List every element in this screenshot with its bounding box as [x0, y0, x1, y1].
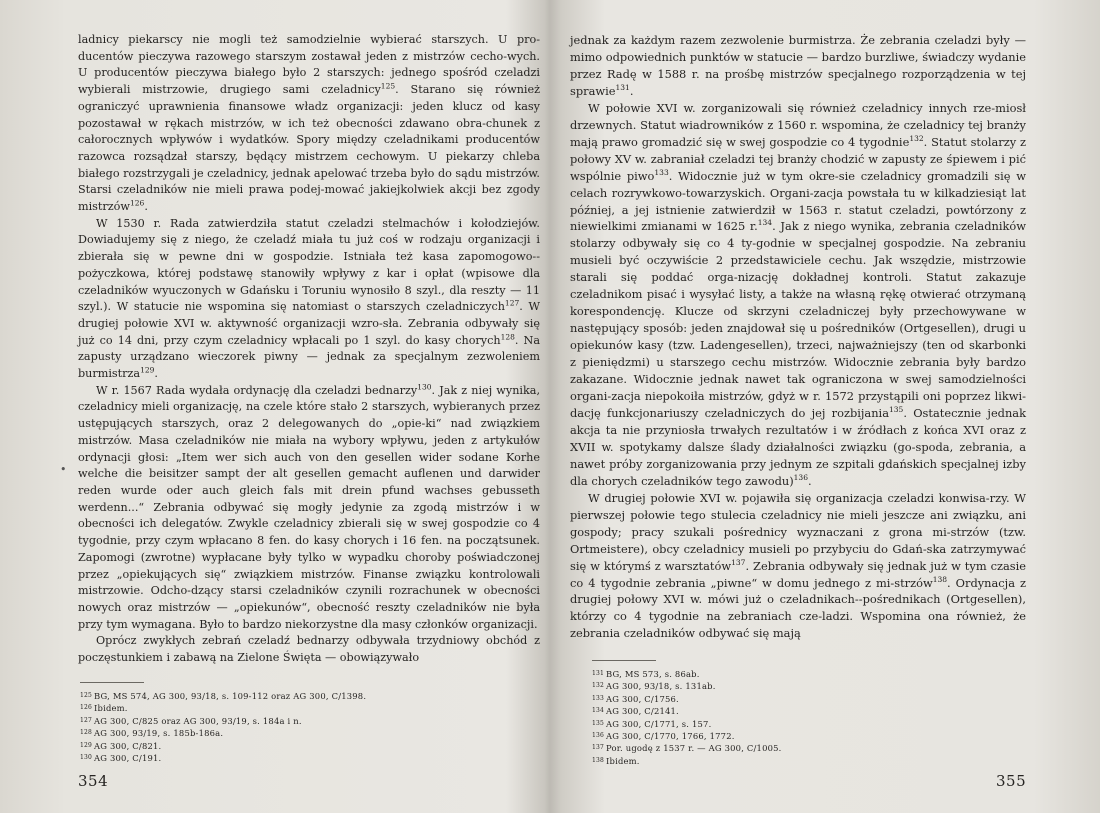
footnote: [80, 740, 500, 752]
footnote-text: AG 300, C/1756.: [606, 693, 679, 704]
footnote-number: 134: [592, 707, 605, 715]
left-page-number: 354: [78, 772, 109, 790]
footnote-number: 138: [592, 756, 605, 764]
footnote: [592, 755, 1012, 767]
text-run: . Jak z niej wynika, czeladnicy mieli organizację, na czele które stało 2 starszych, wybieranych przez ustępujących starszych, oraz 2 delegowanych do „opie-ki“ nad związkiem mistrzów. Masa czeladników nie miała na wybory wpływu, jeden z artykułów ordynacji głosi: „Item wer sich auch von den gesellen wider sodane Korhe welche die beisitzer sampt der alt gesellen gemacht auflenen und darwider reden wurde oder auch gleich fals mit drein pfund wachses gebusseth werdenn...“ Zebrania odbywać się mogły jedynie za zgodą mistrzów i w obecności ich delegatów. Zwykle czeladnicy zbierali się w swej gospodzie co 4 tygodnie, przy czym wpłacano 8 fen. do kasy chorych i 16 fen. na początsunek. Zapomogi (zwrotne) wypłacane były tylko w wypadku choroby poświadczonej przez „opiekujących się“ związkiem mistrzów. Finanse związku kontrolowali mistrzowie. Odcho-dzący starsi czeladników czynili rozrachunek w obecności nowych oraz mistrzów — „opiekunów“, obecność reszty czeladników nie była przy tym wymagana. Było to bardzo niekorzystne dla masy członków organizacji.: [78, 383, 540, 631]
paragraph: [570, 32, 1026, 100]
footnote: [592, 680, 1012, 692]
text-run: . W drugiej połowie XVI w. aktywność organizacji wzro-sła. Zebrania odbywały się już co 14 dni, przy czym czeladnicy wpłacali po 1 szyl. do kasy chorych: [78, 300, 540, 347]
footnote-ref: 135: [889, 405, 904, 415]
left-footnotes: [80, 690, 500, 764]
footnote-ref: 129: [140, 365, 155, 375]
footnote-text: BG, MS 574, AG 300, 93/18, s. 109-112 oraz AG 300, C/1398.: [94, 691, 367, 701]
text-run: W 1530 r. Rada zatwierdziła statut czeladzi stelmachów i kołodziejów. Dowiadujemy się z niego, że czeladź miała tu już coś w rodzaju organizacji i zbierała się w pewne dni w gospodzie. Istniała też kasa zapomogowo--pożyczkowa, której podstawę stanowiły wpływy z kar i opłat (wpisowe dla czeladników wyuczonych w Gdańsku i Toruniu wynosiło 8 szyl., dla reszty — 11 szyl.). W statucie nie wspomina się natomiast o starszych czeladniczych: [78, 216, 540, 314]
footnote-text: Ibidem.: [606, 755, 640, 766]
footnote-number: 127: [80, 716, 93, 724]
footnote-text: AG 300, C/1771, s. 157.: [606, 718, 712, 729]
footnote: [80, 690, 500, 702]
footnote-number: 130: [80, 754, 93, 762]
footnote-ref: 126: [129, 198, 145, 208]
footnote-ref: 131: [615, 83, 630, 93]
footnote-number: 136: [592, 732, 605, 740]
text-run: . Na zapusty urządzano wieczorek piwny — jednak za specjalnym zezwoleniem burmistrza: [78, 333, 540, 381]
footnote: [592, 718, 1012, 730]
paragraph: [570, 490, 1026, 643]
footnote-text: AG 300, 93/18, s. 131ab.: [606, 681, 716, 692]
text-run: .: [144, 200, 148, 214]
right-page: [550, 0, 1100, 813]
text-run: . Statut stolarzy z połowy XV w. zabraniał czeladzi tej branży chodzić w zapusty ze śpiewem i pić wspólnie piwo: [570, 134, 1026, 183]
footnote-text: Ibidem.: [94, 703, 128, 714]
footnote-number: 135: [592, 719, 605, 727]
footnote: [80, 715, 500, 727]
footnote-number: 132: [592, 682, 605, 690]
paragraph: [78, 32, 540, 216]
text-run: .: [154, 367, 158, 381]
footnote-number: 129: [80, 741, 93, 749]
footnote-text: BG, MS 573, s. 86ab.: [606, 669, 700, 679]
paragraph: [78, 216, 540, 383]
footnote-ref: 125: [380, 81, 396, 91]
footnote-number: 137: [592, 744, 605, 752]
footnote: [80, 702, 500, 714]
text-run: . Starano się również ograniczyć uprawnienia finansowe władz organizacji: jeden klucz od kasy pozostawał w rękach mistrzów, w ich też obecności zdawano obra-chunek z całorocznych wpływów i wydatków. Spory między czeladnikami producentów razowca rozsądzał starszy, będący mistrzem cechowym. U piekarzy chleba białego rozstrzygali je czeladnicy, jednak apelować trzeba było do sądu mistrzów. Starsi czeladników nie mieli prawa podej-mować jakiejkolwiek akcji bez zgody mistrzów: [78, 83, 540, 214]
footnote-ref: 134: [757, 218, 773, 228]
footnote: [80, 752, 500, 764]
text-run: . Ostatecznie jednak akcja ta nie przyniosła trwałych rezultatów i w źródłach z końca XVI oraz z XVII w. spotykamy dalsze ślady działalności związku (go-spoda, zebrania, a nawet próby zorganizowania przy jednym ze szpitali gdańskich specjalnej izby dla chorych czeladników tego zawodu): [570, 405, 1027, 488]
text-run: W r. 1567 Rada wydała ordynację dla czeladzi bednarzy: [96, 383, 418, 397]
footnote-ref: 138: [932, 574, 948, 584]
footnote-number: 126: [80, 704, 93, 712]
left-page-body: [78, 32, 540, 667]
footnote-number: 131: [592, 670, 605, 677]
text-run: . Widocznie już w tym okre-sie czeladnicy gromadzili się w celach rozrywkowo-towarzyskich. Organi-zacja powstała tu w kilkadziesiąt lat później, a jej istnienie zatwierdził w 1563 r. statut czeladzi, powtórzony z niewielkimi zmianami w 1625 r.: [570, 168, 1026, 234]
text-run: jednak za każdym razem zezwolenie burmistrza. Że zebrania czeladzi były — mimo odpowiednich punktów w statucie — bardzo burzliwe, świadczy wydanie przez Radę w 1588 r. na prośbę mistrzów specjalnego rozporządzenia w tej sprawie: [570, 33, 1026, 98]
footnote-ref: 127: [504, 298, 520, 308]
footnote-text: AG 300, C/821.: [94, 740, 162, 751]
footnote-text: AG 300, C/825 oraz AG 300, 93/19, s. 184a i n.: [94, 715, 302, 726]
text-run: W drugiej połowie XVI w. pojawiła się organizacja czeladzi konwisa-rzy. W pierwszej połowie tego stulecia czeladnicy nie mieli jeszcze ani związku, ani gospody; pracy szukali pośrednicy wyznaczani z grona mi-strzów (tzw. Ortmeistere), obcy czeladnicy musieli po przybyciu do Gdań-ska zatrzymywać się w którymś z warsztatów: [570, 490, 1026, 573]
text-run: .: [629, 83, 634, 98]
footnote-number: 125: [80, 692, 93, 699]
footnote-text: AG 300, 93/19, s. 185b-186a.: [94, 728, 224, 739]
right-page-number: 355: [996, 772, 1027, 790]
footnote: [592, 742, 1012, 754]
footnote-ref: 133: [654, 167, 669, 177]
footnote: [592, 705, 1012, 717]
text-run: . Jak z niego wynika, zebrania czeladników stolarzy odbywały się co 4 ty-godnie w specjalnej gospodzie. Na zebraniu musieli być oczywiście 2 przedstawiciele cechu. Jak wszędzie, mistrzowie starali się poddać orga-nizację dokładnej kontroli. Statut zakazuje czeladnikom pisać i wysyłać listy, a także na własną rękę otwierać otrzymaną korespondencję. Klucze od skrzyni czeladniczej były przechowywane w następujący sposób: jeden znajdował się u pośredników (Ortgesellen), drugi u opiekunów kasy (tzw. Ladengesellen), trzeci, najważniejszy (ten od skarbonki z pieniędzmi) u starszego cechu mistrzów. Widocznie zebrania były bardzo zakazane. Widocznie jednak nawet tak ograniczona w swej samodzielności organi-zacja niepokoiła mistrzów, gdyż w r. 1572 przystąpili oni poprzez likwi-dację funkcjonariuszy czeladniczych do jej rozbijania: [570, 219, 1026, 420]
footnote-ref: 136: [793, 472, 808, 482]
footnote-number: 133: [592, 694, 605, 702]
footnote-number: 128: [80, 729, 93, 737]
text-run: . Zebrania odbywały się jednak już w tym czasie co 4 tygodnie zebrania „piwne“ w domu jednego z mi-strzów: [570, 558, 1026, 590]
paragraph: [570, 100, 1026, 490]
footnote-text: AG 300, C/2141.: [606, 706, 679, 717]
footnote-ref: 130: [417, 382, 432, 392]
paragraph: [78, 383, 540, 634]
footnote-divider: [80, 682, 144, 683]
footnote-text: Por. ugodę z 1537 r. — AG 300, C/1005.: [606, 743, 782, 754]
footnote-text: AG 300, C/1770, 1766, 1772.: [606, 731, 735, 742]
footnote-ref: 128: [500, 331, 515, 341]
right-page-body: [570, 32, 1026, 642]
footnote-text: AG 300, C/191.: [94, 753, 162, 764]
footnote: [592, 668, 1012, 680]
margin-bullet-icon: •: [60, 463, 67, 476]
footnote: [80, 727, 500, 739]
footnote: [592, 693, 1012, 705]
footnote-ref: 132: [909, 133, 924, 143]
text-run: ladnicy piekarscy nie mogli też samodzielnie wybierać starszych. U pro-ducentów pieczywa razowego starszym zostawał jeden z mistrzów cecho-wych. U producentów pieczywa białego było 2 starszych: jednego spośród czeladzi wybierali mistrzowie, drugiego sami czeladnicy: [78, 33, 540, 97]
text-run: W połowie XVI w. zorganizowali się również czeladnicy innych rze-miosł drzewnych. Statut wiadrowników z 1560 r. wspomina, że czeladnicy tej branży mają prawo gromadzić się w swej gospodzie co 4 tygodnie: [570, 100, 1026, 149]
paragraph: [78, 633, 540, 666]
text-run: Oprócz zwykłych zebrań czeladź bednarzy odbywała trzydniowy obchód z poczęstunkiem i zabawą na Zielone Święta — obowiązywało: [78, 634, 540, 665]
footnote-divider: [592, 660, 656, 661]
text-run: .: [807, 473, 812, 488]
text-run: . Ordynacja z drugiej połowy XVI w. mówi już o czeladnikach--pośrednikach (Ortgesellen), którzy co 4 tygodnie na zebraniach cze-ladzi. Wspomina ona również, że zebrania czeladników odbywać się mają: [570, 575, 1026, 641]
right-footnotes: [592, 668, 1012, 767]
footnote-ref: 137: [731, 557, 746, 567]
footnote: [592, 730, 1012, 742]
